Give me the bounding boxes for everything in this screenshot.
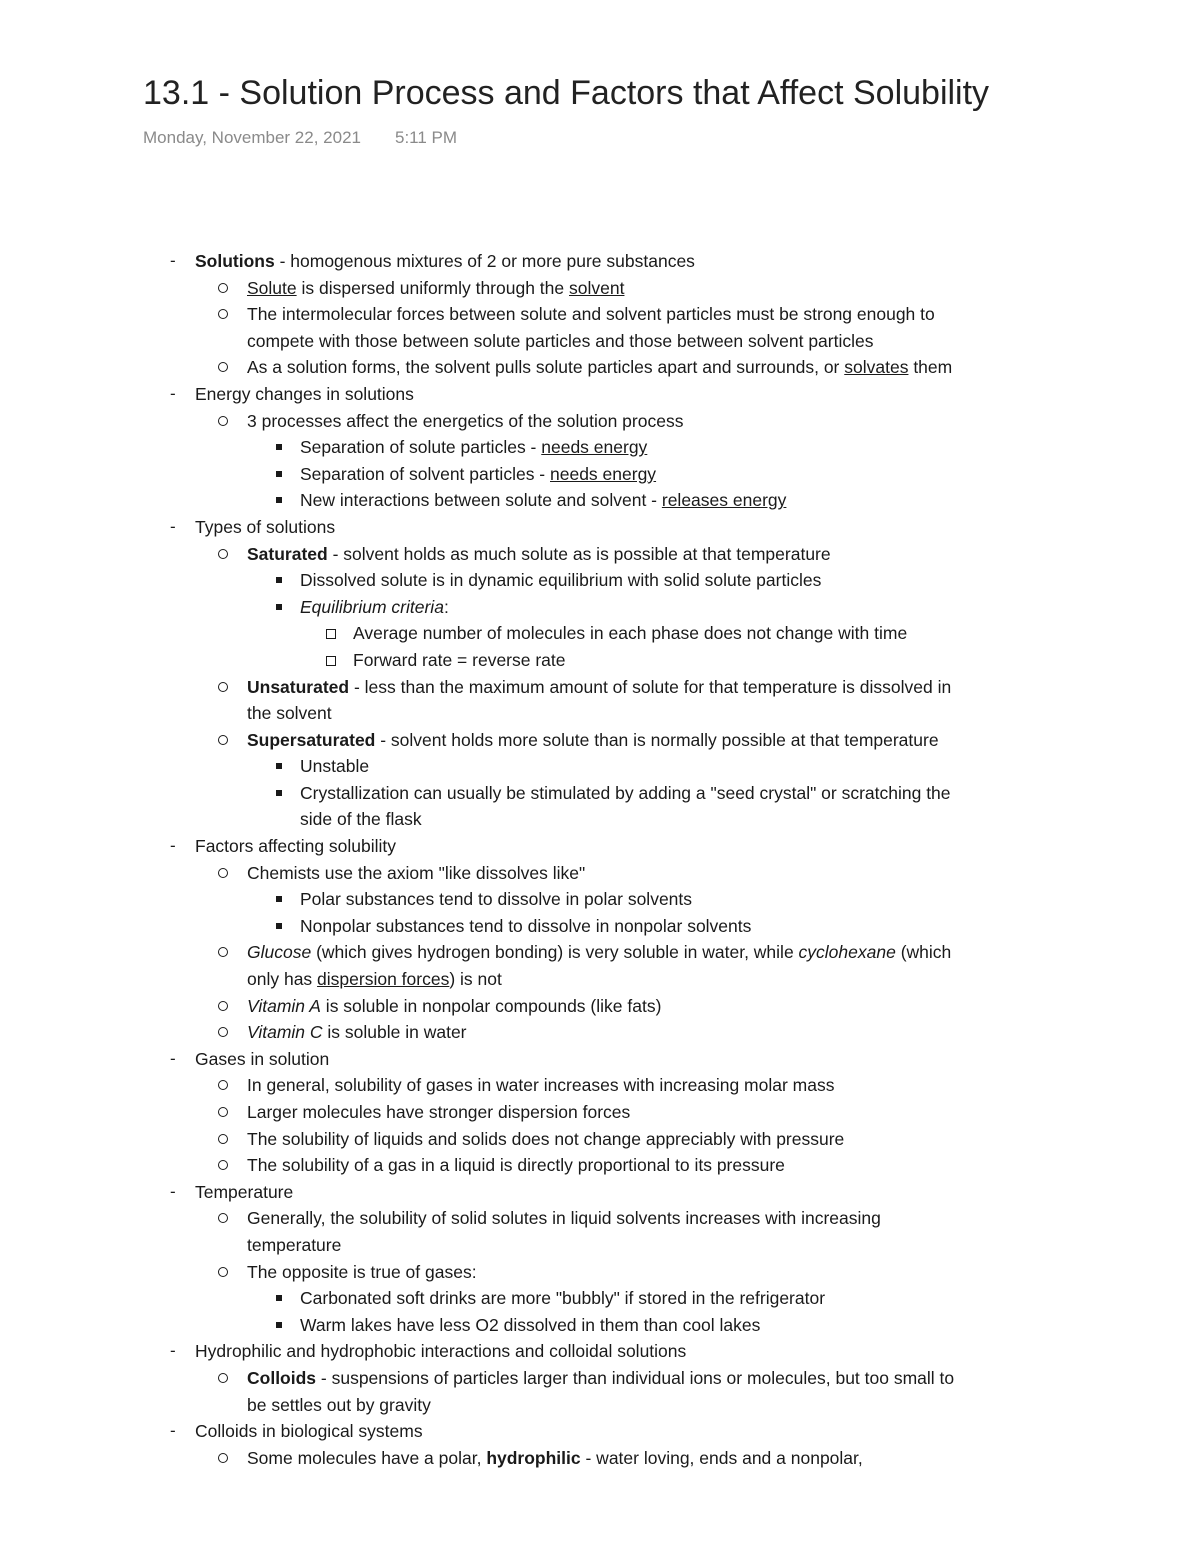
note-text: Carbonated soft drinks are more "bubbly" if stored in the refrigerator bbox=[300, 1288, 826, 1309]
note-text: Supersaturated bbox=[247, 729, 376, 750]
note-line bbox=[0, 1019, 1200, 1046]
dash-bullet-icon: - bbox=[170, 516, 176, 536]
square-bullet-icon bbox=[276, 790, 282, 796]
page-title: 13.1 - Solution Process and Factors that Affect Solubility bbox=[143, 74, 990, 112]
note-text: The solubility of liquids and solids does not change appreciably with pressure bbox=[247, 1128, 845, 1149]
note-text: - homogenous mixtures of 2 or more pure substances bbox=[274, 251, 695, 271]
circle-bullet-icon bbox=[218, 1027, 228, 1037]
note-text: is soluble in water bbox=[322, 1022, 467, 1043]
note-text: compete with those between solute particles and those between solvent particles bbox=[247, 330, 874, 351]
note-line bbox=[0, 567, 1200, 594]
note-text: cyclohexane bbox=[798, 942, 896, 963]
note-text: Glucose bbox=[247, 942, 312, 963]
note-line bbox=[0, 780, 1200, 807]
note-text: Chemists use the axiom "like dissolves like" bbox=[247, 862, 586, 883]
square-bullet-icon bbox=[276, 604, 282, 610]
square-bullet-icon bbox=[276, 1322, 282, 1328]
note-text: temperature bbox=[247, 1234, 342, 1255]
note-line bbox=[0, 886, 1200, 913]
page-meta bbox=[143, 128, 457, 148]
open-square-bullet-icon bbox=[326, 629, 336, 639]
note-text: Colloids in biological systems bbox=[195, 1421, 423, 1442]
circle-bullet-icon bbox=[218, 735, 228, 745]
circle-bullet-icon bbox=[218, 1453, 228, 1463]
note-text: - suspensions of particles larger than individual ions or molecules, but too small to bbox=[316, 1367, 955, 1388]
note-line bbox=[0, 700, 1200, 727]
circle-bullet-icon bbox=[218, 549, 228, 559]
circle-bullet-icon bbox=[218, 362, 228, 372]
note-line bbox=[0, 806, 1200, 833]
square-bullet-icon bbox=[276, 923, 282, 929]
square-bullet-icon bbox=[276, 896, 282, 902]
note-line bbox=[0, 275, 1200, 302]
note-line bbox=[0, 1312, 1200, 1339]
note-line bbox=[0, 727, 1200, 754]
note-text: Hydrophilic and hydrophobic interactions and colloidal solutions bbox=[195, 1341, 687, 1362]
note-text: Solutions bbox=[195, 251, 275, 271]
note-line bbox=[0, 408, 1200, 435]
note-line bbox=[0, 328, 1200, 355]
circle-bullet-icon bbox=[218, 1001, 228, 1011]
square-bullet-icon bbox=[276, 763, 282, 769]
page-time: 5:11 PM bbox=[394, 128, 458, 147]
note-text: Unsaturated bbox=[247, 676, 350, 697]
note-line bbox=[0, 1365, 1200, 1392]
note-line bbox=[0, 674, 1200, 701]
note-text: Unstable bbox=[300, 756, 370, 777]
note-text: - less than the maximum amount of solute for that temperature is dissolved in bbox=[349, 676, 952, 697]
note-text: Nonpolar substances tend to dissolve in nonpolar solvents bbox=[300, 915, 752, 936]
note-text: Temperature bbox=[195, 1181, 294, 1202]
circle-bullet-icon bbox=[218, 1134, 228, 1144]
note-text: releases energy bbox=[661, 490, 787, 511]
circle-bullet-icon bbox=[218, 1080, 228, 1090]
circle-bullet-icon bbox=[218, 1107, 228, 1117]
note-text: dispersion forces bbox=[317, 969, 450, 990]
circle-bullet-icon bbox=[218, 283, 228, 293]
note-text: - solvent holds as much solute as is possible at that temperature bbox=[327, 543, 831, 564]
page-date: Monday, November 22, 2021 bbox=[143, 128, 361, 147]
note-text: Warm lakes have less O2 dissolved in them than cool lakes bbox=[300, 1314, 761, 1335]
note-line bbox=[0, 647, 1200, 674]
note-line bbox=[0, 541, 1200, 568]
note-text: : bbox=[443, 596, 449, 617]
note-text: Energy changes in solutions bbox=[195, 383, 414, 404]
note-line bbox=[0, 1152, 1200, 1179]
open-square-bullet-icon bbox=[326, 656, 336, 666]
note-text: is soluble in nonpolar compounds (like fats) bbox=[320, 995, 662, 1016]
note-text: them bbox=[908, 357, 953, 378]
note-line bbox=[0, 1072, 1200, 1099]
note-text: 3 processes affect the energetics of the solution process bbox=[247, 410, 684, 431]
note-text: Factors affecting solubility bbox=[195, 836, 397, 857]
note-text: be settles out by gravity bbox=[247, 1394, 431, 1415]
note-text: Separation of solvent particles - bbox=[300, 463, 550, 484]
note-line bbox=[0, 1099, 1200, 1126]
dash-bullet-icon: - bbox=[170, 836, 176, 856]
note-line bbox=[0, 833, 1200, 860]
note-text: - solvent holds more solute than is normally possible at that temperature bbox=[375, 729, 939, 750]
dash-bullet-icon: - bbox=[170, 251, 176, 270]
note-line bbox=[0, 434, 1200, 461]
circle-bullet-icon bbox=[218, 1373, 228, 1383]
note-line bbox=[0, 913, 1200, 940]
dash-bullet-icon: - bbox=[170, 383, 176, 403]
note-text: is dispersed uniformly through the bbox=[296, 277, 569, 298]
note-text: ) is not bbox=[449, 969, 502, 990]
note-text: Polar substances tend to dissolve in polar solvents bbox=[300, 889, 693, 910]
circle-bullet-icon bbox=[218, 947, 228, 957]
note-line bbox=[0, 753, 1200, 780]
note-line bbox=[0, 620, 1200, 647]
note-text: Some molecules have a polar, bbox=[247, 1447, 487, 1468]
circle-bullet-icon bbox=[218, 1160, 228, 1170]
note-line bbox=[0, 1285, 1200, 1312]
note-text: needs energy bbox=[541, 437, 648, 458]
note-text: only has bbox=[247, 969, 318, 990]
circle-bullet-icon bbox=[218, 309, 228, 319]
note-line bbox=[0, 1259, 1200, 1286]
note-text: New interactions between solute and solvent - bbox=[300, 490, 662, 511]
note-text: Dissolved solute is in dynamic equilibrium with solid solute particles bbox=[300, 570, 822, 591]
note-line bbox=[0, 354, 1200, 381]
note-text: Types of solutions bbox=[195, 516, 336, 537]
dash-bullet-icon: - bbox=[170, 1181, 176, 1201]
note-text: As a solution forms, the solvent pulls solute particles apart and surrounds, or bbox=[247, 357, 845, 378]
note-text: The solubility of a gas in a liquid is directly proportional to its pressure bbox=[247, 1155, 785, 1176]
note-line bbox=[0, 487, 1200, 514]
square-bullet-icon bbox=[276, 444, 282, 450]
note-text: (which gives hydrogen bonding) is very soluble in water, while bbox=[311, 942, 799, 963]
circle-bullet-icon bbox=[218, 1267, 228, 1277]
note-text: Solute bbox=[247, 277, 297, 298]
note-line bbox=[0, 1126, 1200, 1153]
note-text: side of the flask bbox=[300, 809, 422, 830]
note-line bbox=[0, 939, 1200, 966]
circle-bullet-icon bbox=[218, 868, 228, 878]
note-text: Gases in solution bbox=[195, 1048, 330, 1069]
note-text: The intermolecular forces between solute and solvent particles must be strong enough to bbox=[247, 304, 935, 325]
note-line bbox=[0, 1418, 1200, 1445]
circle-bullet-icon bbox=[218, 682, 228, 692]
note-text: Equilibrium criteria bbox=[300, 596, 444, 617]
note-text: solvent bbox=[569, 277, 625, 298]
note-line bbox=[0, 993, 1200, 1020]
note-text: Crystallization can usually be stimulated by adding a "seed crystal" or scratching the bbox=[300, 782, 951, 803]
note-text: Vitamin C bbox=[247, 1022, 323, 1043]
square-bullet-icon bbox=[276, 471, 282, 477]
note-line bbox=[0, 1392, 1200, 1419]
dash-bullet-icon: - bbox=[170, 1421, 176, 1441]
dash-bullet-icon: - bbox=[170, 1341, 176, 1361]
circle-bullet-icon bbox=[218, 1213, 228, 1223]
note-line bbox=[0, 1179, 1200, 1206]
note-text: (which bbox=[895, 942, 952, 963]
note-text: solvates bbox=[844, 357, 909, 378]
note-line bbox=[0, 1445, 1200, 1472]
note-text: the solvent bbox=[247, 703, 332, 724]
note-line bbox=[0, 1232, 1200, 1259]
note-text: Vitamin A bbox=[247, 995, 321, 1016]
note-line bbox=[0, 966, 1200, 993]
circle-bullet-icon bbox=[218, 416, 228, 426]
square-bullet-icon bbox=[276, 497, 282, 503]
note-line bbox=[0, 594, 1200, 621]
note-text: The opposite is true of gases: bbox=[247, 1261, 477, 1282]
note-text: needs energy bbox=[550, 463, 657, 484]
note-line bbox=[0, 860, 1200, 887]
dash-bullet-icon: - bbox=[170, 1048, 176, 1068]
note-text: - water loving, ends and a nonpolar, bbox=[580, 1447, 863, 1468]
note-line bbox=[0, 514, 1200, 541]
note-text: Saturated bbox=[247, 543, 328, 564]
note-text: Separation of solute particles - bbox=[300, 437, 542, 458]
note-line bbox=[0, 301, 1200, 328]
note-text: Larger molecules have stronger dispersion forces bbox=[247, 1102, 631, 1122]
note-line bbox=[0, 1046, 1200, 1073]
note-line bbox=[0, 248, 1200, 275]
note-line bbox=[0, 461, 1200, 488]
square-bullet-icon bbox=[276, 1295, 282, 1301]
note-text: hydrophilic bbox=[486, 1447, 581, 1468]
note-line bbox=[0, 381, 1200, 408]
note-line bbox=[0, 1338, 1200, 1365]
note-text: Forward rate = reverse rate bbox=[353, 649, 566, 670]
note-text: Average number of molecules in each phase does not change with time bbox=[353, 623, 908, 644]
note-text: In general, solubility of gases in water increases with increasing molar mass bbox=[247, 1075, 835, 1096]
note-body bbox=[0, 248, 1200, 1471]
note-text: Colloids bbox=[247, 1367, 317, 1388]
square-bullet-icon bbox=[276, 577, 282, 583]
note-text: Generally, the solubility of solid solutes in liquid solvents increases with increasing bbox=[247, 1208, 881, 1229]
note-line bbox=[0, 1205, 1200, 1232]
